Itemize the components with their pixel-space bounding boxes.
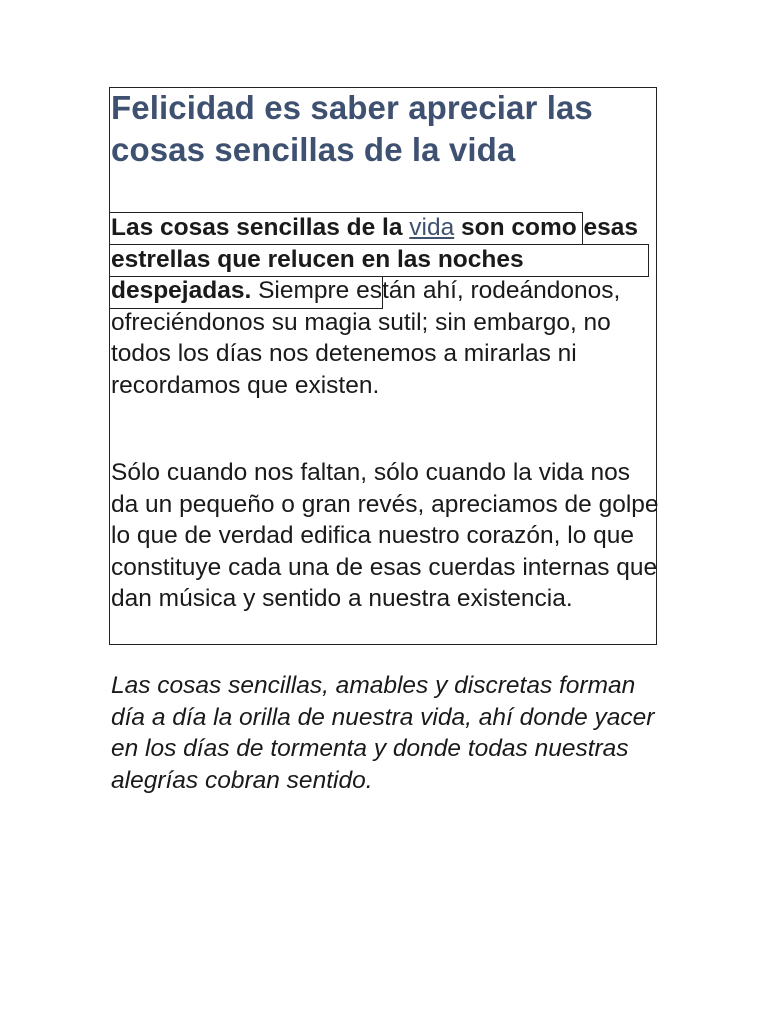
- paragraph-3-italic: Las cosas sencillas, amables y discretas forman día a día la orilla de nuestra vida, ahí donde yacer en los días de tormenta y donde todas nuestras alegrías cobran sentido.: [111, 672, 655, 794]
- paragraph-1-body: Siempre están ahí, rodeándonos, ofreciéndonos su magia sutil; sin embargo, no todos los días nos detenemos a mirarlas ni recordamos que existen.: [111, 277, 621, 399]
- paragraph-1: [111, 212, 661, 401]
- lead-sentence-end: son como esas estrellas que relucen en las noches despejadas.: [111, 214, 639, 304]
- page-title: Felicidad es saber apreciar las cosas sencillas de la vida: [111, 89, 593, 168]
- paragraph-2: Sólo cuando nos faltan, sólo cuando la vida nos da un pequeño o gran revés, apreciamos de golpe lo que de verdad edifica nuestro corazón, lo que constituye cada una de esas cuerdas internas que dan música y sentido a nuestra existencia.: [111, 459, 659, 612]
- lead-sentence-start: Las cosas sencillas de la: [111, 214, 410, 241]
- vida-link[interactable]: vida: [409, 214, 455, 241]
